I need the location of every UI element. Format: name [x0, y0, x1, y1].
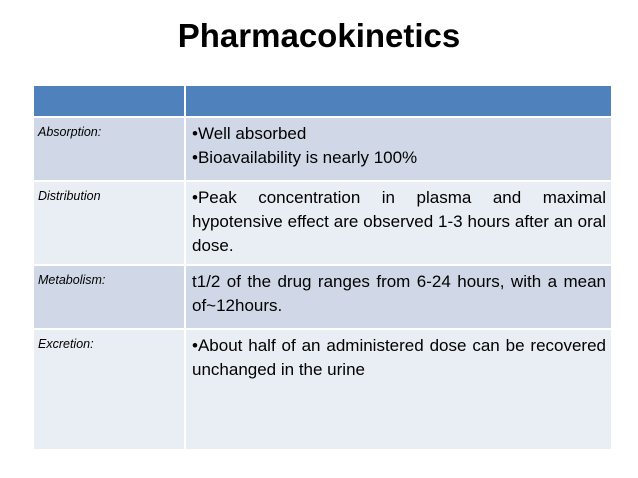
row-label: Metabolism: — [33, 265, 185, 329]
pharmacokinetics-table — [32, 84, 613, 451]
row-label: Distribution — [33, 181, 185, 265]
content-line: •Well absorbed — [192, 124, 307, 143]
table-row-metabolism — [33, 265, 612, 329]
table-header-row — [33, 85, 612, 117]
content-line: t1/2 of the drug ranges from 6-24 hours, with a mean of~12hours. — [192, 272, 606, 315]
table-row-absorption — [33, 117, 612, 181]
table-row-excretion — [33, 329, 612, 450]
header-cell-label — [33, 85, 185, 117]
row-content — [185, 117, 612, 181]
header-cell-content — [185, 85, 612, 117]
table-row-distribution — [33, 181, 612, 265]
content-line: •About half of an administered dose can be recovered unchanged in the urine — [192, 336, 606, 379]
slide-title: Pharmacokinetics — [177, 17, 461, 54]
row-label: Absorption: — [33, 117, 185, 181]
row-content — [185, 181, 612, 265]
row-content — [185, 329, 612, 450]
row-label: Excretion: — [33, 329, 185, 450]
content-line: •Peak concentration in plasma and maximal hypotensive effect are observed 1-3 hours after an oral dose. — [192, 188, 606, 255]
row-content — [185, 265, 612, 329]
content-line: •Bioavailability is nearly 100% — [192, 148, 418, 167]
